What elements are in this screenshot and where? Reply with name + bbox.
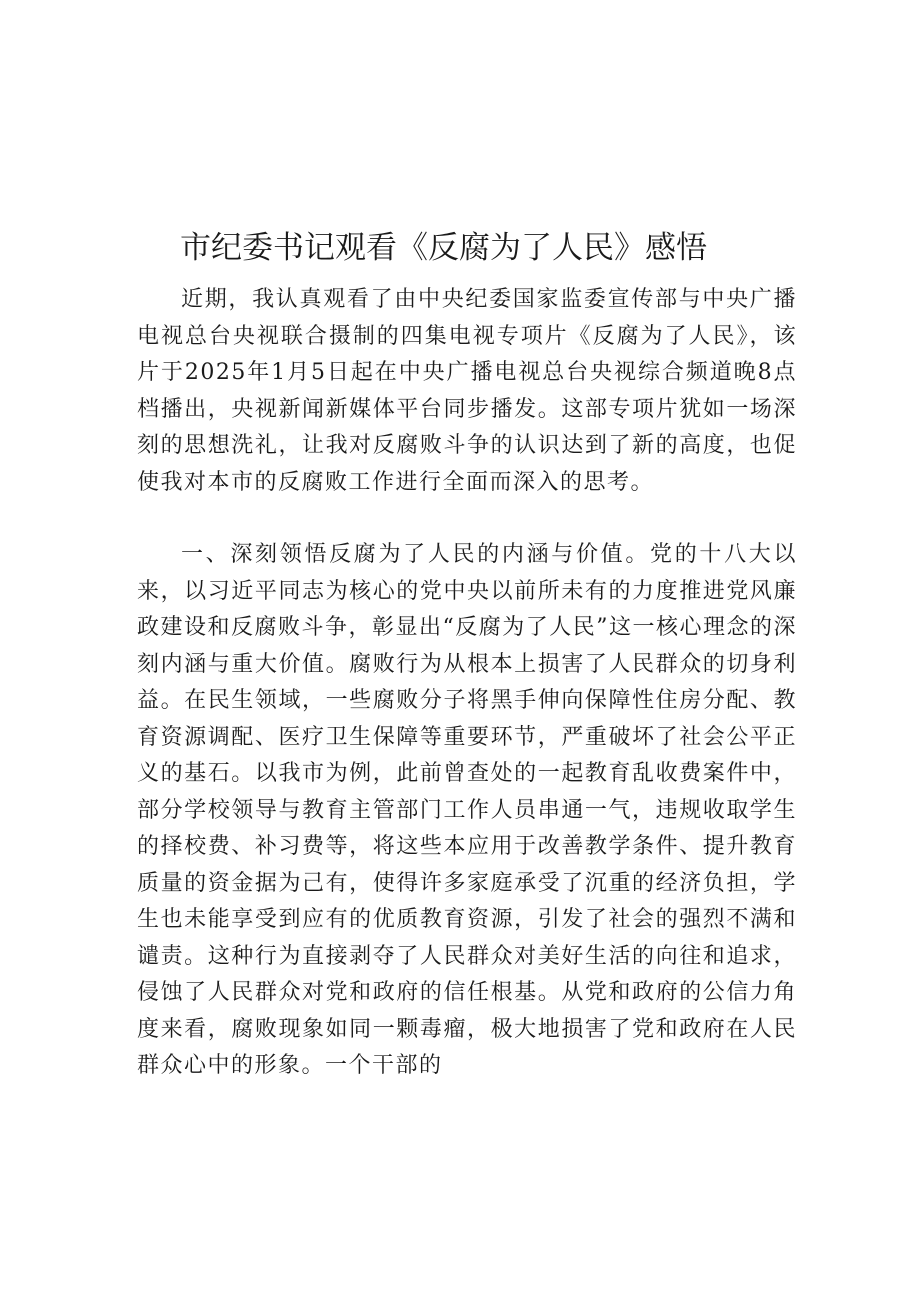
paragraph-intro: 近期，我认真观看了由中央纪委国家监委宣传部与中央广播电视总台央视联合摄制的四集电视专项片《反腐为了人民》，该片于2025年1月5日起在中央广播电视总台央视综合频道晚8点档播出，央视新闻新媒体平台同步播发。这部专项片犹如一场深刻的思想洗礼，让我对反腐败斗争的认识达到了新的高度，也促使我对本市的反腐败工作进行全面而深入的思考。: [137, 287, 797, 495]
paragraph-section-one: 一、深刻领悟反腐为了人民的内涵与价值。党的十八大以来，以习近平同志为核心的党中央以前所未有的力度推进党风廉政建设和反腐败斗争，彰显出“反腐为了人民”这一核心理念的深刻内涵与重大价值。腐败行为从根本上损害了人民群众的切身利益。在民生领域，一些腐败分子将黑手伸向保障性住房分配、教育资源调配、医疗卫生保障等重要环节，严重破坏了社会公平正义的基石。以我市为例，此前曾查处的一起教育乱收费案件中，部分学校领导与教育主管部门工作人员串通一气，违规收取学生的择校费、补习费等，将这些本应用于改善教学条件、提升教育质量的资金据为己有，使得许多家庭承受了沉重的经济负担，学生也未能享受到应有的优质教育资源，引发了社会的强烈不满和谴责。这种行为直接剥夺了人民群众对美好生活的向往和追求，侵蚀了人民群众对党和政府的信任根基。从党和政府的公信力角度来看，腐败现象如同一颗毒瘤，极大地损害了党和政府在人民群众心中的形象。一个干部的: [137, 542, 797, 1078]
document-title: 市纪委书记观看《反腐为了人民》感悟: [180, 230, 707, 266]
